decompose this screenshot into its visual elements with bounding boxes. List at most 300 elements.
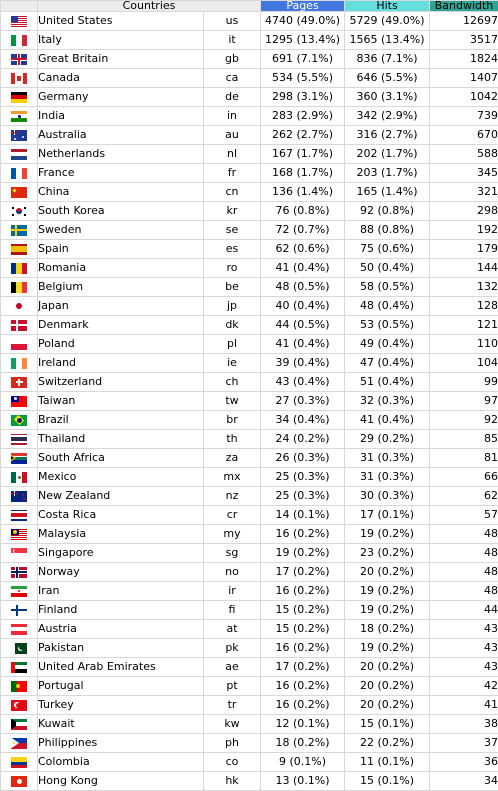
table-row xyxy=(1,639,498,658)
country-code: nl xyxy=(204,145,261,164)
table-row xyxy=(1,620,498,639)
country-code: mx xyxy=(204,468,261,487)
bandwidth-value: 85 xyxy=(430,430,498,449)
country-code: es xyxy=(204,240,261,259)
country-code: no xyxy=(204,563,261,582)
hits-value: 11 (0.1%) xyxy=(345,753,430,772)
pages-value: 15 (0.2%) xyxy=(261,601,345,620)
hits-value: 31 (0.3%) xyxy=(345,468,430,487)
table-row xyxy=(1,259,498,278)
pages-value: 298 (3.1%) xyxy=(261,88,345,107)
table-row xyxy=(1,164,498,183)
flag-cell xyxy=(1,715,38,734)
country-name: Switzerland xyxy=(38,373,204,392)
table-row xyxy=(1,88,498,107)
bandwidth-value: 48 xyxy=(430,525,498,544)
flag-cell xyxy=(1,221,38,240)
flag-cell xyxy=(1,297,38,316)
bandwidth-value: 670 xyxy=(430,126,498,145)
header-row xyxy=(1,1,498,12)
country-code: ch xyxy=(204,373,261,392)
hits-value: 92 (0.8%) xyxy=(345,202,430,221)
table-row xyxy=(1,734,498,753)
bandwidth-value: 1824 xyxy=(430,50,498,69)
flag-cell xyxy=(1,126,38,145)
country-code: kw xyxy=(204,715,261,734)
ph-flag-icon xyxy=(11,738,27,749)
de-flag-icon xyxy=(11,92,27,103)
ir-flag-icon xyxy=(11,586,27,597)
pages-value: 62 (0.6%) xyxy=(261,240,345,259)
flag-cell xyxy=(1,69,38,88)
sg-flag-icon xyxy=(11,548,27,559)
bandwidth-value: 179 xyxy=(430,240,498,259)
hits-value: 203 (1.7%) xyxy=(345,164,430,183)
bandwidth-value: 192 xyxy=(430,221,498,240)
co-flag-icon xyxy=(11,757,27,768)
flag-cell xyxy=(1,487,38,506)
pages-value: 16 (0.2%) xyxy=(261,696,345,715)
country-code: my xyxy=(204,525,261,544)
pages-column-header[interactable]: Pages xyxy=(261,1,345,12)
country-name: Italy xyxy=(38,31,204,50)
country-code: hk xyxy=(204,772,261,791)
country-name: Hong Kong xyxy=(38,772,204,791)
country-name: Mexico xyxy=(38,468,204,487)
nz-flag-icon xyxy=(11,491,27,502)
table-row xyxy=(1,772,498,791)
country-code: ie xyxy=(204,354,261,373)
country-name: Poland xyxy=(38,335,204,354)
pages-value: 136 (1.4%) xyxy=(261,183,345,202)
pages-value: 18 (0.2%) xyxy=(261,734,345,753)
table-row xyxy=(1,525,498,544)
hits-value: 20 (0.2%) xyxy=(345,563,430,582)
country-code: in xyxy=(204,107,261,126)
ro-flag-icon xyxy=(11,263,27,274)
flag-cell xyxy=(1,259,38,278)
country-code: de xyxy=(204,88,261,107)
country-name: Great Britain xyxy=(38,50,204,69)
table-row xyxy=(1,715,498,734)
pages-value: 16 (0.2%) xyxy=(261,639,345,658)
country-name: Kuwait xyxy=(38,715,204,734)
hits-column-header[interactable]: Hits xyxy=(345,1,430,12)
flag-cell xyxy=(1,734,38,753)
pages-value: 168 (1.7%) xyxy=(261,164,345,183)
pages-value: 1295 (13.4%) xyxy=(261,31,345,50)
flag-cell xyxy=(1,639,38,658)
fr-flag-icon xyxy=(11,168,27,179)
table-row xyxy=(1,411,498,430)
countries-column-header[interactable]: Countries xyxy=(38,1,261,12)
flag-cell xyxy=(1,563,38,582)
hits-value: 50 (0.4%) xyxy=(345,259,430,278)
flag-cell xyxy=(1,449,38,468)
hits-value: 646 (5.5%) xyxy=(345,69,430,88)
bandwidth-column-header[interactable]: Bandwidth xyxy=(430,1,498,12)
table-row xyxy=(1,240,498,259)
pages-value: 12 (0.1%) xyxy=(261,715,345,734)
hits-value: 22 (0.2%) xyxy=(345,734,430,753)
pt-flag-icon xyxy=(11,681,27,692)
hits-value: 316 (2.7%) xyxy=(345,126,430,145)
country-code: pt xyxy=(204,677,261,696)
bandwidth-value: 44 xyxy=(430,601,498,620)
pages-value: 43 (0.4%) xyxy=(261,373,345,392)
country-name: India xyxy=(38,107,204,126)
mx-flag-icon xyxy=(11,472,27,483)
table-row xyxy=(1,373,498,392)
bandwidth-value: 48 xyxy=(430,582,498,601)
bandwidth-value: 62 xyxy=(430,487,498,506)
hits-value: 47 (0.4%) xyxy=(345,354,430,373)
gb-flag-icon xyxy=(11,54,27,65)
tw-flag-icon xyxy=(11,396,27,407)
hits-value: 49 (0.4%) xyxy=(345,335,430,354)
table-row xyxy=(1,278,498,297)
pages-value: 34 (0.4%) xyxy=(261,411,345,430)
country-code: br xyxy=(204,411,261,430)
pages-value: 40 (0.4%) xyxy=(261,297,345,316)
country-name: Norway xyxy=(38,563,204,582)
pages-value: 534 (5.5%) xyxy=(261,69,345,88)
country-name: Romania xyxy=(38,259,204,278)
pl-flag-icon xyxy=(11,339,27,350)
table-row xyxy=(1,202,498,221)
bandwidth-value: 48 xyxy=(430,563,498,582)
hits-value: 15 (0.1%) xyxy=(345,715,430,734)
flag-cell xyxy=(1,88,38,107)
pages-value: 16 (0.2%) xyxy=(261,677,345,696)
country-name: China xyxy=(38,183,204,202)
hits-value: 88 (0.8%) xyxy=(345,221,430,240)
pages-value: 13 (0.1%) xyxy=(261,772,345,791)
country-name: Philippines xyxy=(38,734,204,753)
flag-cell xyxy=(1,278,38,297)
hits-value: 360 (3.1%) xyxy=(345,88,430,107)
flag-cell xyxy=(1,677,38,696)
bandwidth-value: 99 xyxy=(430,373,498,392)
pages-value: 15 (0.2%) xyxy=(261,620,345,639)
country-code: jp xyxy=(204,297,261,316)
flag-cell xyxy=(1,582,38,601)
hits-value: 30 (0.3%) xyxy=(345,487,430,506)
table-row xyxy=(1,335,498,354)
at-flag-icon xyxy=(11,624,27,635)
flag-cell xyxy=(1,620,38,639)
no-flag-icon xyxy=(11,567,27,578)
kw-flag-icon xyxy=(11,719,27,730)
country-name: United Arab Emirates xyxy=(38,658,204,677)
hk-flag-icon xyxy=(11,776,27,787)
hits-value: 342 (2.9%) xyxy=(345,107,430,126)
jp-flag-icon xyxy=(11,301,27,312)
table-row xyxy=(1,126,498,145)
bandwidth-value: 144 xyxy=(430,259,498,278)
flag-cell xyxy=(1,430,38,449)
table-row xyxy=(1,544,498,563)
hits-value: 836 (7.1%) xyxy=(345,50,430,69)
pages-value: 283 (2.9%) xyxy=(261,107,345,126)
country-name: Pakistan xyxy=(38,639,204,658)
hits-value: 202 (1.7%) xyxy=(345,145,430,164)
country-name: Taiwan xyxy=(38,392,204,411)
flag-column-header xyxy=(1,1,38,12)
fi-flag-icon xyxy=(11,605,27,616)
kr-flag-icon xyxy=(11,206,27,217)
country-code: cn xyxy=(204,183,261,202)
au-flag-icon xyxy=(11,130,27,141)
hits-value: 18 (0.2%) xyxy=(345,620,430,639)
hits-value: 51 (0.4%) xyxy=(345,373,430,392)
table-row xyxy=(1,297,498,316)
bandwidth-value: 121 xyxy=(430,316,498,335)
country-code: se xyxy=(204,221,261,240)
table-row xyxy=(1,31,498,50)
country-name: France xyxy=(38,164,204,183)
hits-value: 17 (0.1%) xyxy=(345,506,430,525)
flag-cell xyxy=(1,335,38,354)
br-flag-icon xyxy=(11,415,27,426)
bandwidth-value: 81 xyxy=(430,449,498,468)
country-code: at xyxy=(204,620,261,639)
country-name: South Korea xyxy=(38,202,204,221)
pages-value: 691 (7.1%) xyxy=(261,50,345,69)
country-code: gb xyxy=(204,50,261,69)
country-name: Japan xyxy=(38,297,204,316)
table-row xyxy=(1,487,498,506)
flag-cell xyxy=(1,468,38,487)
country-code: co xyxy=(204,753,261,772)
hits-value: 19 (0.2%) xyxy=(345,525,430,544)
pages-value: 24 (0.2%) xyxy=(261,430,345,449)
hits-value: 20 (0.2%) xyxy=(345,696,430,715)
bandwidth-value: 739 xyxy=(430,107,498,126)
bandwidth-value: 1407 xyxy=(430,69,498,88)
bandwidth-value: 1042 xyxy=(430,88,498,107)
country-code: ir xyxy=(204,582,261,601)
country-name: Ireland xyxy=(38,354,204,373)
pages-value: 17 (0.2%) xyxy=(261,658,345,677)
flag-cell xyxy=(1,392,38,411)
flag-cell xyxy=(1,753,38,772)
pages-value: 76 (0.8%) xyxy=(261,202,345,221)
bandwidth-value: 110 xyxy=(430,335,498,354)
pages-value: 27 (0.3%) xyxy=(261,392,345,411)
cn-flag-icon xyxy=(11,187,27,198)
bandwidth-value: 34 xyxy=(430,772,498,791)
country-name: Portugal xyxy=(38,677,204,696)
country-code: tr xyxy=(204,696,261,715)
table-row xyxy=(1,563,498,582)
bandwidth-value: 588 xyxy=(430,145,498,164)
bandwidth-value: 92 xyxy=(430,411,498,430)
table-row xyxy=(1,506,498,525)
flag-cell xyxy=(1,50,38,69)
es-flag-icon xyxy=(11,244,27,255)
country-name: Turkey xyxy=(38,696,204,715)
table-row xyxy=(1,601,498,620)
hits-value: 32 (0.3%) xyxy=(345,392,430,411)
country-name: Austria xyxy=(38,620,204,639)
country-code: pk xyxy=(204,639,261,658)
flag-cell xyxy=(1,601,38,620)
country-code: dk xyxy=(204,316,261,335)
country-name: South Africa xyxy=(38,449,204,468)
hits-value: 48 (0.4%) xyxy=(345,297,430,316)
country-name: Costa Rica xyxy=(38,506,204,525)
ie-flag-icon xyxy=(11,358,27,369)
country-name: United States xyxy=(38,12,204,31)
pages-value: 41 (0.4%) xyxy=(261,259,345,278)
flag-cell xyxy=(1,107,38,126)
table-row xyxy=(1,753,498,772)
table-row xyxy=(1,183,498,202)
bandwidth-value: 57 xyxy=(430,506,498,525)
table-row xyxy=(1,449,498,468)
country-name: Finland xyxy=(38,601,204,620)
bandwidth-value: 128 xyxy=(430,297,498,316)
country-code: it xyxy=(204,31,261,50)
country-name: Canada xyxy=(38,69,204,88)
bandwidth-value: 132 xyxy=(430,278,498,297)
pages-value: 9 (0.1%) xyxy=(261,753,345,772)
table-row xyxy=(1,392,498,411)
pages-value: 44 (0.5%) xyxy=(261,316,345,335)
bandwidth-value: 41 xyxy=(430,696,498,715)
flag-cell xyxy=(1,145,38,164)
pages-value: 4740 (49.0%) xyxy=(261,12,345,31)
bandwidth-value: 12697 xyxy=(430,12,498,31)
bandwidth-value: 43 xyxy=(430,658,498,677)
flag-cell xyxy=(1,772,38,791)
pages-value: 25 (0.3%) xyxy=(261,468,345,487)
hits-value: 19 (0.2%) xyxy=(345,639,430,658)
hits-value: 41 (0.4%) xyxy=(345,411,430,430)
flag-cell xyxy=(1,240,38,259)
ch-flag-icon xyxy=(11,377,27,388)
my-flag-icon xyxy=(11,529,27,540)
table-row xyxy=(1,221,498,240)
in-flag-icon xyxy=(11,111,27,122)
table-row xyxy=(1,677,498,696)
nl-flag-icon xyxy=(11,149,27,160)
hits-value: 15 (0.1%) xyxy=(345,772,430,791)
country-code: us xyxy=(204,12,261,31)
bandwidth-value: 38 xyxy=(430,715,498,734)
country-code: pl xyxy=(204,335,261,354)
flag-cell xyxy=(1,12,38,31)
flag-cell xyxy=(1,544,38,563)
cr-flag-icon xyxy=(11,510,27,521)
hits-value: 58 (0.5%) xyxy=(345,278,430,297)
country-name: Spain xyxy=(38,240,204,259)
pages-value: 167 (1.7%) xyxy=(261,145,345,164)
flag-cell xyxy=(1,506,38,525)
country-code: sg xyxy=(204,544,261,563)
hits-value: 19 (0.2%) xyxy=(345,601,430,620)
hits-value: 23 (0.2%) xyxy=(345,544,430,563)
ca-flag-icon xyxy=(11,73,27,84)
country-name: Singapore xyxy=(38,544,204,563)
pages-value: 19 (0.2%) xyxy=(261,544,345,563)
flag-cell xyxy=(1,373,38,392)
hits-value: 53 (0.5%) xyxy=(345,316,430,335)
country-code: kr xyxy=(204,202,261,221)
table-row xyxy=(1,354,498,373)
country-name: Belgium xyxy=(38,278,204,297)
bandwidth-value: 104 xyxy=(430,354,498,373)
ae-flag-icon xyxy=(11,662,27,673)
country-code: ro xyxy=(204,259,261,278)
table-row xyxy=(1,69,498,88)
flag-cell xyxy=(1,525,38,544)
country-code: fr xyxy=(204,164,261,183)
table-row xyxy=(1,658,498,677)
pages-value: 72 (0.7%) xyxy=(261,221,345,240)
hits-value: 5729 (49.0%) xyxy=(345,12,430,31)
pages-value: 16 (0.2%) xyxy=(261,525,345,544)
hits-value: 165 (1.4%) xyxy=(345,183,430,202)
flag-cell xyxy=(1,696,38,715)
table-row xyxy=(1,12,498,31)
bandwidth-value: 3517 xyxy=(430,31,498,50)
hits-value: 31 (0.3%) xyxy=(345,449,430,468)
flag-cell xyxy=(1,164,38,183)
country-name: Brazil xyxy=(38,411,204,430)
hits-value: 1565 (13.4%) xyxy=(345,31,430,50)
hits-value: 19 (0.2%) xyxy=(345,582,430,601)
table-row xyxy=(1,145,498,164)
table-row xyxy=(1,50,498,69)
bandwidth-value: 43 xyxy=(430,620,498,639)
table-row xyxy=(1,316,498,335)
pages-value: 17 (0.2%) xyxy=(261,563,345,582)
country-name: Denmark xyxy=(38,316,204,335)
table-row xyxy=(1,430,498,449)
country-name: Netherlands xyxy=(38,145,204,164)
hits-value: 75 (0.6%) xyxy=(345,240,430,259)
country-code: cr xyxy=(204,506,261,525)
it-flag-icon xyxy=(11,35,27,46)
pages-value: 14 (0.1%) xyxy=(261,506,345,525)
us-flag-icon xyxy=(11,16,27,27)
country-code: za xyxy=(204,449,261,468)
pages-value: 41 (0.4%) xyxy=(261,335,345,354)
table-row xyxy=(1,582,498,601)
table-row xyxy=(1,468,498,487)
country-name: Germany xyxy=(38,88,204,107)
za-flag-icon xyxy=(11,453,27,464)
table-row xyxy=(1,696,498,715)
country-code: nz xyxy=(204,487,261,506)
country-name: New Zealand xyxy=(38,487,204,506)
pages-value: 48 (0.5%) xyxy=(261,278,345,297)
country-code: tw xyxy=(204,392,261,411)
bandwidth-value: 42 xyxy=(430,677,498,696)
bandwidth-value: 66 xyxy=(430,468,498,487)
th-flag-icon xyxy=(11,434,27,445)
bandwidth-value: 36 xyxy=(430,753,498,772)
country-name: Iran xyxy=(38,582,204,601)
country-code: th xyxy=(204,430,261,449)
country-code: fi xyxy=(204,601,261,620)
be-flag-icon xyxy=(11,282,27,293)
hits-value: 29 (0.2%) xyxy=(345,430,430,449)
hits-value: 20 (0.2%) xyxy=(345,677,430,696)
bandwidth-value: 37 xyxy=(430,734,498,753)
